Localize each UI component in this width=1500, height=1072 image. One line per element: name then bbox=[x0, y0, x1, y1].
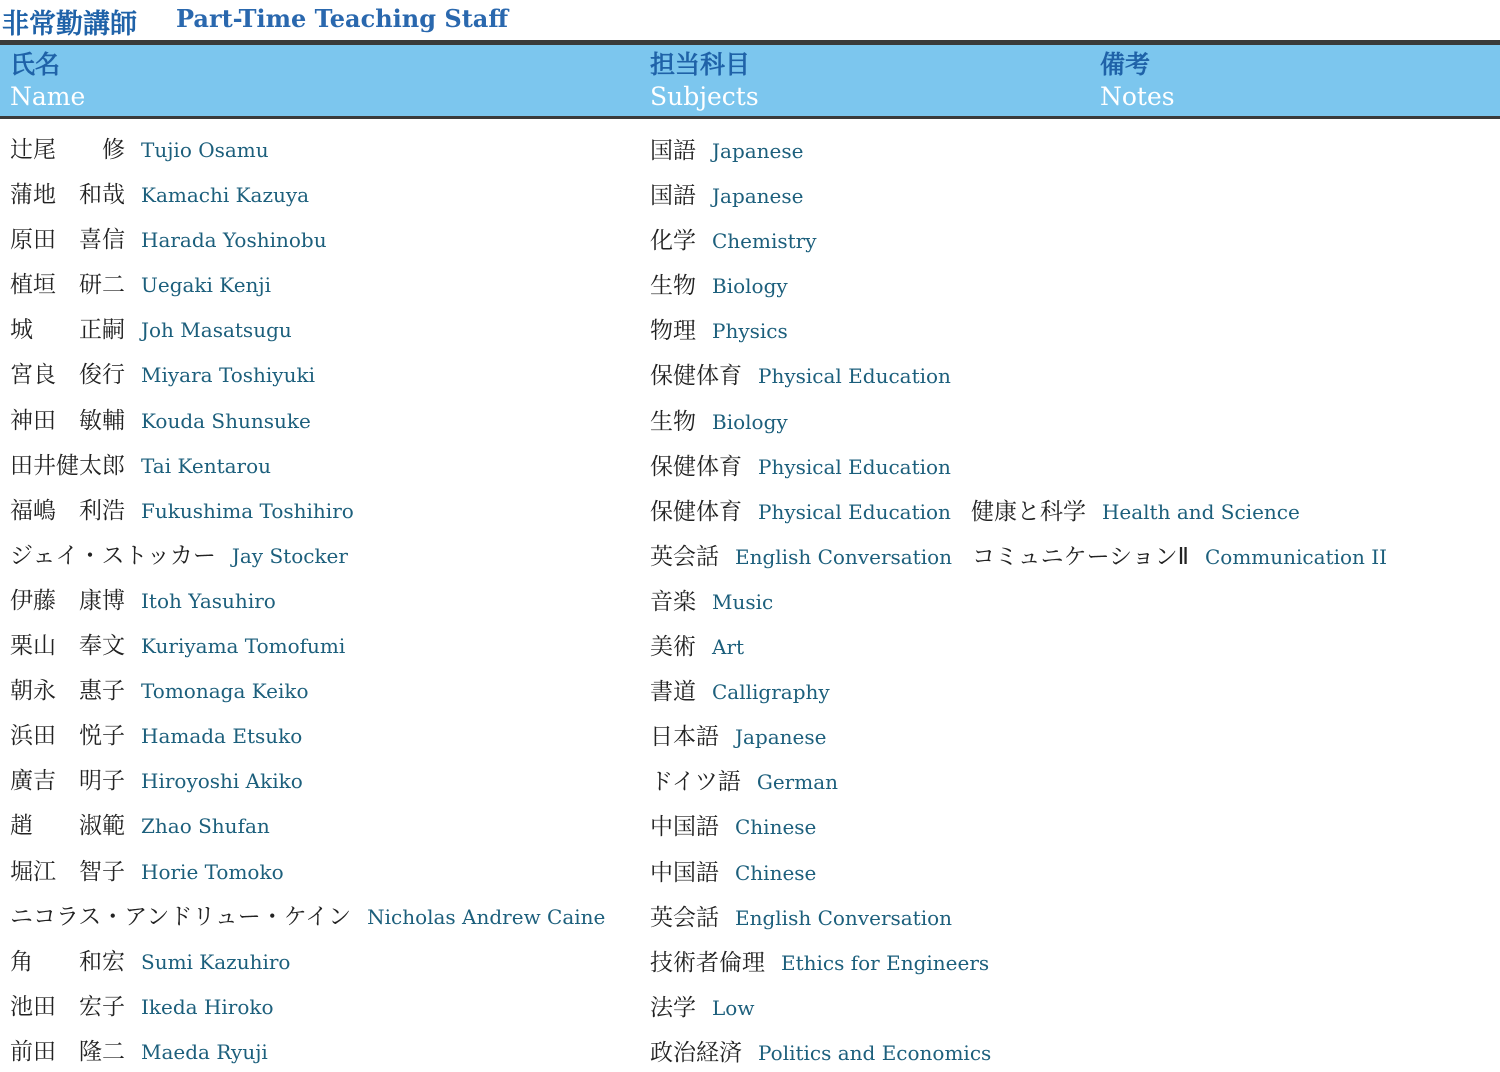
subject-en: Communication II bbox=[1205, 544, 1388, 569]
subject-en: Biology bbox=[712, 274, 788, 299]
subjects-cell bbox=[650, 763, 838, 796]
subject-en: Chemistry bbox=[712, 229, 817, 254]
staff-name-en: Kouda Shunsuke bbox=[141, 408, 311, 433]
subject-en: Music bbox=[712, 589, 774, 614]
column-header-subjects bbox=[650, 49, 759, 113]
staff-name-jp: 辻尾 修 bbox=[10, 137, 125, 163]
staff-name-en: Sumi Kazuhiro bbox=[141, 949, 291, 974]
staff-name-jp: ジェイ・ストッカー bbox=[10, 542, 216, 569]
staff-name-cell bbox=[10, 537, 348, 570]
subject-en: Calligraphy bbox=[712, 680, 830, 705]
staff-name-en: Kuriyama Tomofumi bbox=[141, 634, 346, 659]
table-row bbox=[0, 666, 1500, 711]
staff-list bbox=[0, 125, 1500, 1072]
staff-name-cell bbox=[10, 492, 354, 525]
table-row bbox=[0, 937, 1500, 982]
staff-name-cell bbox=[10, 853, 284, 886]
subject-en: Chinese bbox=[735, 860, 817, 885]
staff-name-en: Jay Stocker bbox=[231, 543, 348, 568]
table-row bbox=[0, 1027, 1500, 1072]
staff-name-cell bbox=[10, 627, 345, 660]
column-header-en: Subjects bbox=[650, 82, 759, 111]
staff-name-cell bbox=[10, 943, 290, 976]
subjects-cell bbox=[650, 808, 816, 841]
subject-jp: 英会話 bbox=[650, 543, 719, 570]
staff-name-cell bbox=[10, 131, 269, 164]
subject-jp: 生物 bbox=[650, 273, 696, 300]
staff-name-en: Fukushima Toshihiro bbox=[141, 498, 354, 523]
staff-name-jp: 廣吉 明子 bbox=[10, 768, 125, 795]
staff-name-en: Maeda Ryuji bbox=[141, 1039, 268, 1064]
subject-en: Physical Education bbox=[758, 364, 951, 389]
staff-name-cell bbox=[10, 717, 302, 750]
subject-en: Japanese bbox=[712, 139, 804, 163]
subjects-cell bbox=[650, 899, 952, 932]
staff-name-jp: 浜田 悦子 bbox=[10, 723, 125, 750]
staff-name-jp: 堀江 智子 bbox=[10, 858, 125, 885]
table-row bbox=[0, 215, 1500, 260]
staff-name-cell bbox=[10, 356, 315, 389]
subject-jp: ドイツ語 bbox=[650, 769, 741, 796]
staff-name-en: Ikeda Hiroko bbox=[141, 994, 274, 1019]
subject-jp: 保健体育 bbox=[650, 498, 742, 525]
table-row bbox=[0, 801, 1500, 846]
staff-name-cell bbox=[10, 447, 271, 480]
column-header-notes bbox=[1100, 49, 1175, 113]
subjects-cell bbox=[650, 132, 803, 165]
subject-en: Physical Education bbox=[758, 499, 951, 524]
staff-name-jp: 蒲地 和哉 bbox=[10, 182, 125, 209]
staff-name-cell bbox=[10, 402, 311, 435]
staff-name-jp: 福嶋 利浩 bbox=[10, 497, 125, 524]
subjects-cell bbox=[650, 403, 788, 436]
table-row bbox=[0, 982, 1500, 1027]
table-row bbox=[0, 711, 1500, 756]
staff-name-cell bbox=[10, 762, 303, 795]
staff-name-cell bbox=[10, 807, 270, 840]
table-row bbox=[0, 847, 1500, 892]
page-title-en: Part-Time Teaching Staff bbox=[176, 4, 509, 33]
subject-jp: 美術 bbox=[650, 634, 696, 661]
table-row bbox=[0, 305, 1500, 350]
staff-name-jp: 植垣 研二 bbox=[10, 272, 125, 299]
subject-jp: 音楽 bbox=[650, 588, 696, 615]
table-row bbox=[0, 756, 1500, 801]
subjects-cell bbox=[650, 538, 1387, 571]
table-row bbox=[0, 396, 1500, 441]
subjects-cell bbox=[650, 357, 951, 390]
staff-name-en: Horie Tomoko bbox=[141, 859, 284, 884]
header-bottom-rule bbox=[0, 116, 1500, 119]
staff-name-cell bbox=[10, 221, 327, 254]
staff-name-cell bbox=[10, 311, 292, 344]
staff-name-en: Uegaki Kenji bbox=[141, 273, 272, 298]
subject-jp: 健康と科学 bbox=[970, 498, 1086, 525]
subject-jp: 化学 bbox=[650, 228, 696, 255]
staff-name-en: Nicholas Andrew Caine bbox=[367, 904, 606, 929]
staff-name-jp: 原田 喜信 bbox=[10, 227, 125, 254]
subject-jp: 書道 bbox=[650, 679, 696, 706]
staff-name-en: Hiroyoshi Akiko bbox=[141, 769, 303, 794]
staff-name-en: Harada Yoshinobu bbox=[141, 228, 327, 253]
column-header-en: Notes bbox=[1100, 82, 1175, 111]
staff-name-en: Hamada Etsuko bbox=[141, 724, 303, 749]
subject-jp: 日本語 bbox=[650, 724, 719, 751]
subject-en: Ethics for Engineers bbox=[781, 950, 990, 975]
subject-en: German bbox=[756, 770, 839, 795]
subject-jp: 英会話 bbox=[650, 904, 719, 931]
staff-name-cell bbox=[10, 898, 605, 931]
subject-jp: 法学 bbox=[650, 994, 696, 1021]
table-row bbox=[0, 260, 1500, 305]
subject-en: Physical Education bbox=[758, 454, 951, 479]
subject-jp: コミュニケーションⅡ bbox=[972, 543, 1189, 570]
staff-name-cell bbox=[10, 672, 309, 705]
staff-name-en: Joh Masatsugu bbox=[141, 318, 292, 343]
subjects-cell bbox=[650, 222, 817, 255]
table-row bbox=[0, 170, 1500, 215]
table-row bbox=[0, 892, 1500, 937]
column-header-jp: 氏名 bbox=[10, 50, 61, 79]
page-title-jp: 非常勤講師 bbox=[2, 9, 137, 40]
subject-en: Japanese bbox=[712, 184, 804, 209]
subjects-cell bbox=[650, 628, 744, 661]
subject-jp: 国語 bbox=[650, 138, 696, 164]
staff-name-jp: 朝永 惠子 bbox=[10, 678, 125, 705]
subject-jp: 政治経済 bbox=[650, 1039, 742, 1066]
subjects-cell bbox=[650, 583, 773, 616]
staff-name-jp: 池田 宏子 bbox=[10, 993, 125, 1020]
column-header-name bbox=[10, 49, 85, 113]
staff-name-en: Kamachi Kazuya bbox=[141, 183, 310, 208]
staff-name-cell bbox=[10, 988, 274, 1021]
subjects-cell bbox=[650, 448, 951, 481]
table-row bbox=[0, 125, 1500, 170]
table-row bbox=[0, 621, 1500, 666]
column-header-jp: 担当科目 bbox=[650, 50, 751, 79]
subject-en: Biology bbox=[712, 409, 788, 434]
subject-en: Japanese bbox=[735, 725, 827, 750]
staff-name-jp: 宮良 俊行 bbox=[10, 362, 125, 389]
table-row bbox=[0, 486, 1500, 531]
staff-name-en: Tai Kentarou bbox=[141, 453, 272, 478]
table-row bbox=[0, 576, 1500, 621]
staff-name-jp: 田井健太郎 bbox=[10, 452, 125, 479]
subject-en: Chinese bbox=[735, 815, 817, 840]
staff-name-jp: ニコラス・アンドリュー・ケイン bbox=[10, 903, 352, 930]
subject-en: Physics bbox=[712, 319, 788, 344]
page-title bbox=[0, 0, 1500, 40]
subject-jp: 物理 bbox=[650, 318, 696, 345]
subjects-cell bbox=[650, 854, 816, 887]
subjects-cell bbox=[650, 1034, 991, 1067]
subject-jp: 国語 bbox=[650, 183, 696, 210]
subject-en: Low bbox=[712, 995, 755, 1020]
subjects-cell bbox=[650, 944, 989, 977]
staff-name-cell bbox=[10, 266, 271, 299]
staff-name-jp: 角 和宏 bbox=[10, 948, 125, 975]
subject-en: Health and Science bbox=[1101, 499, 1300, 524]
subject-en: Art bbox=[712, 635, 745, 660]
staff-name-cell bbox=[10, 176, 309, 209]
subjects-cell bbox=[650, 493, 1300, 526]
table-header bbox=[0, 45, 1500, 117]
staff-name-en: Tomonaga Keiko bbox=[141, 679, 309, 704]
subjects-cell bbox=[650, 673, 830, 706]
staff-name-en: Itoh Yasuhiro bbox=[141, 588, 276, 613]
subject-en: Politics and Economics bbox=[758, 1040, 992, 1065]
staff-name-en: Miyara Toshiyuki bbox=[141, 363, 316, 388]
column-header-jp: 備考 bbox=[1100, 50, 1151, 79]
subject-en: English Conversation bbox=[735, 905, 953, 930]
column-header-en: Name bbox=[10, 82, 86, 111]
subjects-cell bbox=[650, 718, 826, 751]
staff-name-cell bbox=[10, 582, 276, 615]
subject-jp: 中国語 bbox=[650, 814, 719, 841]
subjects-cell bbox=[650, 312, 788, 345]
table-row bbox=[0, 441, 1500, 486]
staff-name-jp: 城 正嗣 bbox=[10, 317, 125, 344]
staff-name-jp: 趙 淑範 bbox=[10, 813, 125, 840]
staff-name-jp: 伊藤 康博 bbox=[10, 587, 125, 614]
staff-name-jp: 神田 敏輔 bbox=[10, 407, 125, 434]
staff-name-cell bbox=[10, 1033, 268, 1066]
staff-name-en: Zhao Shufan bbox=[141, 814, 270, 839]
staff-name-jp: 前田 隆二 bbox=[10, 1038, 125, 1065]
table-row bbox=[0, 531, 1500, 576]
subject-jp: 中国語 bbox=[650, 859, 719, 886]
subject-jp: 保健体育 bbox=[650, 363, 742, 390]
subject-jp: 保健体育 bbox=[650, 453, 742, 480]
subjects-cell bbox=[650, 989, 754, 1022]
table-row bbox=[0, 350, 1500, 395]
subjects-cell bbox=[650, 267, 788, 300]
subject-jp: 技術者倫理 bbox=[650, 949, 765, 976]
staff-name-en: Tujio Osamu bbox=[141, 138, 269, 162]
staff-name-jp: 栗山 奉文 bbox=[10, 633, 125, 660]
subject-jp: 生物 bbox=[650, 408, 696, 435]
subjects-cell bbox=[650, 177, 803, 210]
subject-en: English Conversation bbox=[735, 544, 953, 569]
